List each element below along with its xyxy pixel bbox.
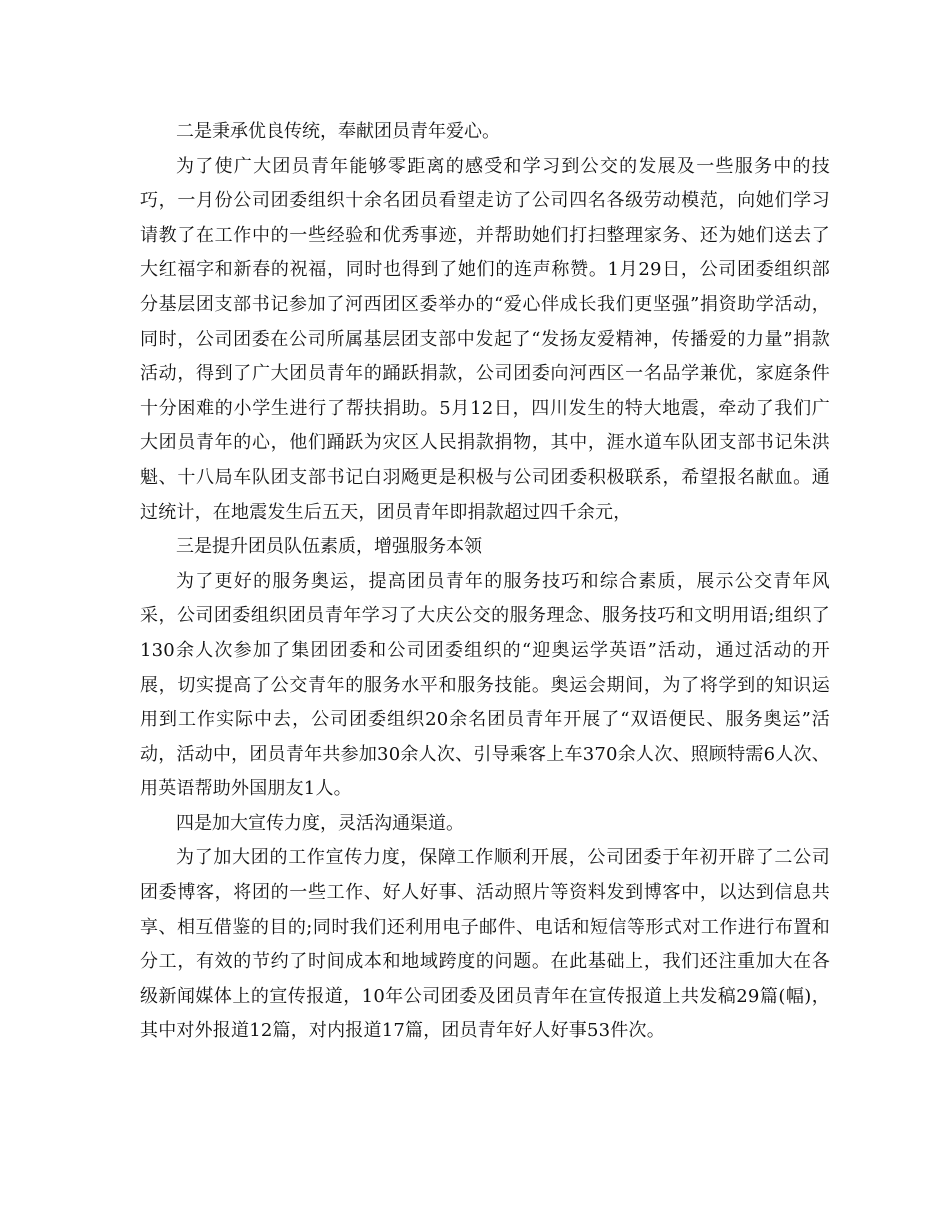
body-paragraph-4: 为了加大团的工作宣传力度，保障工作顺利开展，公司团委于年初开辟了二公司团委博客，将团的一些工作、好人好事、活动照片等资料发到博客中，以达到信息共享、相互借鉴的目的;同时我们还利用电子邮件、电话和短信等形式对工作进行布置和分工，有效的节约了时间成本和地域跨度的问题。在此基础上，我们还注重加大在各级新闻媒体上的宣传报道，10年公司团委及团员青年在宣传报道上共发稿29篇(幅)，其中对外报道12篇，对内报道17篇，团员青年好人好事53件次。 xyxy=(140,847,830,1042)
section-heading-3: 三是提升团员队伍素质，增强服务本领 xyxy=(176,536,482,558)
section-heading-2: 二是秉承优良传统，奉献团员青年爱心。 xyxy=(176,121,500,142)
section-heading-4: 四是加大宣传力度，灵活沟通渠道。 xyxy=(176,812,464,834)
body-paragraph-2: 为了使广大团员青年能够零距离的感受和学习到公交的发展及一些服务中的技巧，一月份公司团委组织十余名团员看望走访了公司四名各级劳动模范，向她们学习请教了在工作中的一些经验和优秀事迹，并帮助她们打扫整理家务、还为她们送去了大红福字和新春的祝福，同时也得到了她们的连声称赞。1月29日，公司团委组织部分基层团支部书记参加了河西团区委举办的“爱心伴成长我们更坚强”捐资助学活动，同时，公司团委在公司所属基层团支部中发起了“发扬友爱精神，传播爱的力量”捐款活动，得到了广大团员青年的踊跃捐款，公司团委向河西区一名品学兼优，家庭条件十分困难的小学生进行了帮扶捐助。5月12日，四川发生的特大地震，牵动了我们广大团员青年的心，他们踊跃为灾区人民捐款捐物，其中，涯水道车队团支部书记朱洪魁、十八局车队团支部书记白羽飏更是积极与公司团委积极联系，希望报名献血。通过统计，在地震发生后五天，团员青年即捐款超过四千余元， xyxy=(140,155,830,523)
body-paragraph-3: 为了更好的服务奥运，提高团员青年的服务技巧和综合素质，展示公交青年风采，公司团委组织团员青年学习了大庆公交的服务理念、服务技巧和文明用语;组织了130余人次参加了集团团委和公司团委组织的“迎奥运学英语”活动，通过活动的开展，切实提高了公交青年的服务水平和服务技能。奥运会期间，为了将学到的知识运用到工作实际中去，公司团委组织20余名团员青年开展了“双语便民、服务奥运”活动，活动中，团员青年共参加30余人次、引导乘客上车370余人次、照顾特需6人次、用英语帮助外国朋友1人。 xyxy=(140,570,830,800)
